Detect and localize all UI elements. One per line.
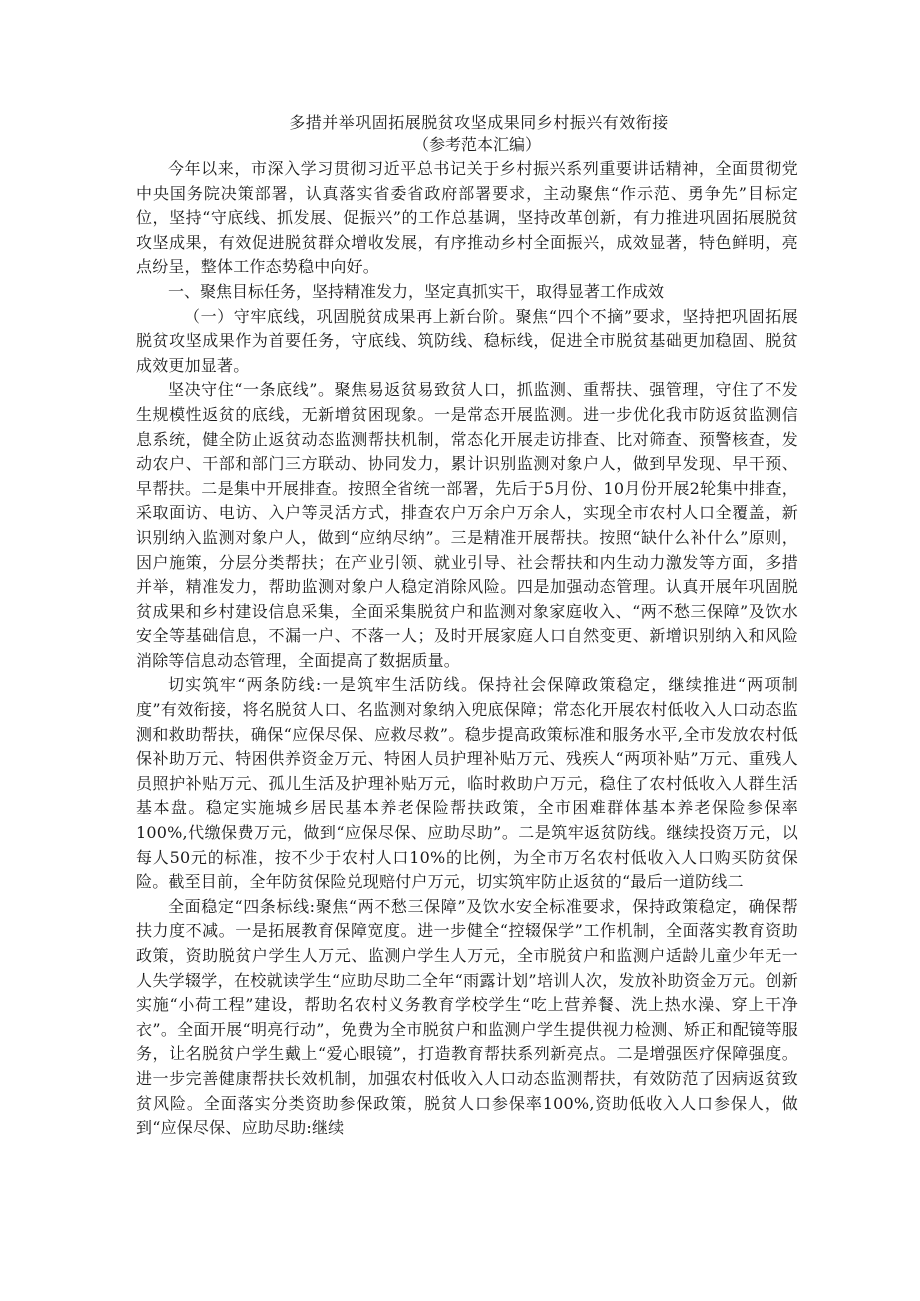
paragraph-two-lines: 切实筑牢“两条防线:一是筑牢生活防线。保持社会保障政策稳定，继续推进“两项制度”有效衔接，将名脱贫人口、名监测对象纳入兜底保障；常态化开展农村低收入人口动态监测和救助帮扶，确保“应保尽保、应救尽救”。稳步提高政策标准和服务水平,全市发放农村低保补助万元、特困供养资金万元、特困人员护理补贴万元、残疾人“两项补贴”万元、重残人员照护补贴万元、孤儿生活及护理补贴万元，临时救助户万元，稳住了农村低收入人群生活基本盘。稳定实施城乡居民基本养老保险帮扶政策，全市困难群体基本养老保险参保率100%,代缴保费万元，做到“应保尽保、应助尽助”。二是筑牢返贫防线。继续投资万元，以每人50元的标准，按不少于农村人口10%的比例，为全市万名农村低收入人口购买防贫保险。截至目前，全年防贫保险兑现赔付户万元，切实筑牢防止返贫的“最后一道防线二 — [136, 675, 798, 892]
intro-paragraph: 今年以来，市深入学习贯彻习近平总书记关于乡村振兴系列重要讲话精神，全面贯彻党中央国务院决策部署，认真落实省委省政府部署要求，主动聚焦“作示范、勇争先”目标定位，坚持“守底线、抓发展、促振兴”的工作总基调，坚持改革创新，有力推进巩固拓展脱贫攻坚成果，有效促进脱贫群众增收发展，有序推动乡村全面振兴，成效显著，特色鲜明，亮点纷呈，整体工作态势稳中向好。 — [136, 159, 798, 277]
document-page — [136, 112, 798, 1141]
subsection-paragraph: （一）守牢底线，巩固脱贫成果再上新台阶。聚焦“四个不摘”要求，坚持把巩固拓展脱贫攻坚成果作为首要任务，守底线、筑防线、稳标线，促进全市脱贫基础更加稳固、脱贫成效更加显著。 — [136, 306, 798, 375]
paragraph-one-line: 坚决守住“一条底线”。聚焦易返贫易致贫人口，抓监测、重帮扶、强管理，守住了不发生规模性返贫的底线，无新增贫困现象。一是常态开展监测。进一步优化我市防返贫监测信息系统，健全防止返贫动态监测帮扶机制，常态化开展走访排查、比对筛查、预警核查，发动农户、干部和部门三方联动、协同发力，累计识别监测对象户人，做到早发现、早干预、早帮扶。二是集中开展排查。按照全省统一部署，先后于5月份、10月份开展2轮集中排查，采取面访、电访、入户等灵活方式，排查农户万余户万余人，实现全市农村人口全覆盖，新识别纳入监测对象户人，做到“应纳尽纳”。三是精准开展帮扶。按照“缺什么补什么”原则，因户施策，分层分类帮扶；在产业引领、就业引导、社会帮扶和内生动力激发等方面，多措并举，精准发力，帮助监测对象户人稳定消除风险。四是加强动态管理。认真开展年巩固脱贫成果和乡村建设信息采集，全面采集脱贫户和监测对象家庭收入、“两不愁三保障”及饮水安全等基础信息，不漏一户、不落一人；及时开展家庭人口自然变更、新增识别纳入和风险消除等信息动态管理，全面提高了数据质量。 — [136, 380, 798, 670]
paragraph-four-lines: 全面稳定“四条标线:聚焦“两不愁三保障”及饮水安全标准要求，保持政策稳定，确保帮扶力度不减。一是拓展教育保障宽度。进一步健全“控辍保学”工作机制，全面落实教育资助政策，资助脱贫户学生人万元、监测户学生人万元，全市脱贫户和监测户适龄儿童少年无一人失学辍学，在校就读学生“应助尽助二全年“雨露计划”培训人次，发放补助资金万元。创新实施“小荷工程”建设，帮助名农村义务教育学校学生“吃上营养餐、洗上热水澡、穿上干净衣”。全面开展“明亮行动”，免费为全市脱贫户和监测户学生提供视力检测、矫正和配镜等服务，让名脱贫户学生戴上“爱心眼镜”，打造教育帮扶系列新亮点。二是增强医疗保障强度。进一步完善健康帮扶长效机制，加强农村低收入人口动态监测帮扶，有效防范了因病返贫致贫风险。全面落实分类资助参保政策，脱贫人口参保率100%,资助低收入人口参保人，做到“应保尽保、应助尽助:继续 — [136, 896, 798, 1138]
document-title: 多措并举巩固拓展脱贫攻坚成果同乡村振兴有效衔接 — [289, 113, 669, 132]
document-subtitle: （参考范本汇编） — [412, 135, 541, 154]
section-heading: 一、聚焦目标任务，坚持精准发力，坚定真抓实干，取得显著工作成效 — [168, 281, 665, 301]
